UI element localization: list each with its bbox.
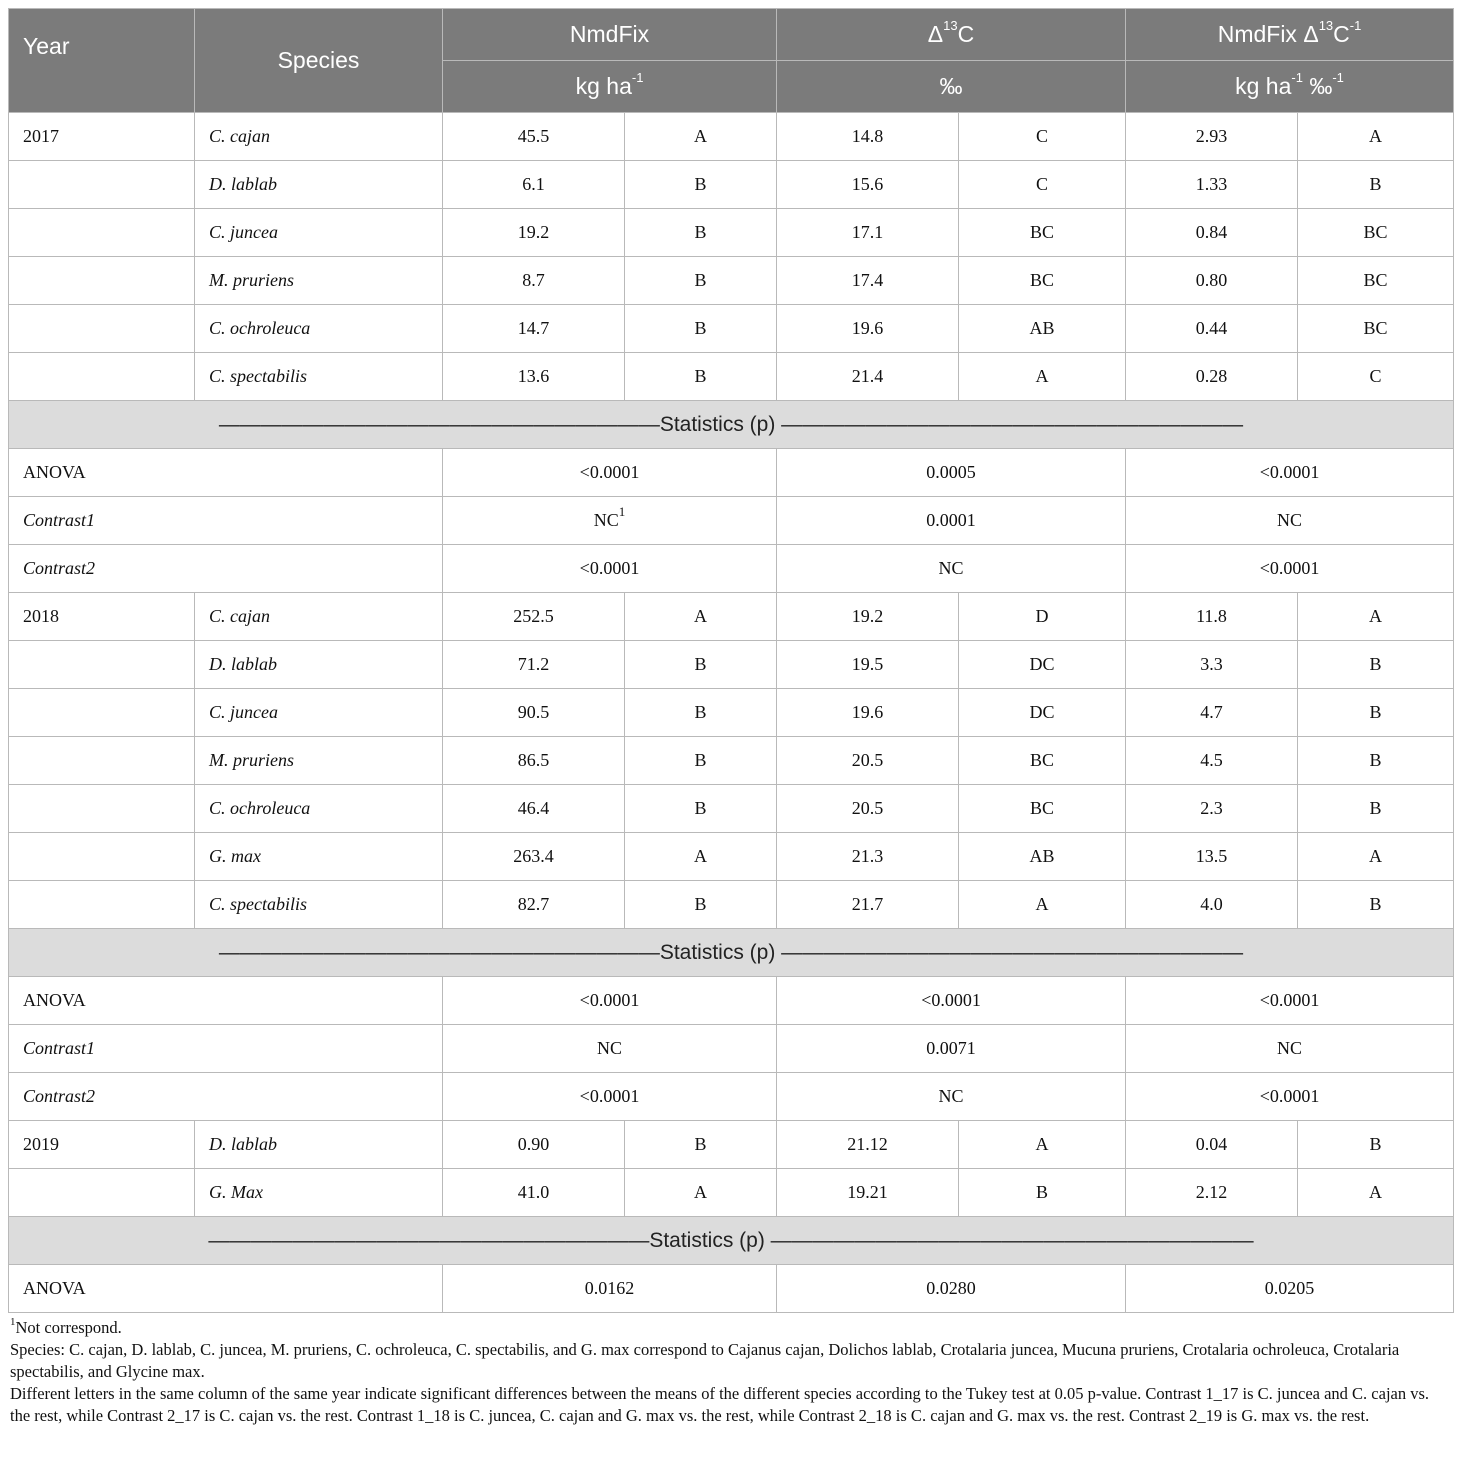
contrast1-ratio: NC [1126,497,1454,545]
contrast1-label: Contrast1 [9,497,443,545]
anova-nmdfix: 0.0162 [443,1265,777,1313]
contrast2-row [9,1073,1454,1121]
nmdfix-letter: B [625,353,777,401]
contrast1-delta13c: 0.0001 [777,497,1126,545]
nmdfix-value: 6.1 [443,161,625,209]
header-delta13c-unit: ‰ [777,61,1126,113]
table-row [9,593,1454,641]
table-row [9,881,1454,929]
ratio-letter: B [1298,785,1454,833]
table-body [9,113,1454,1313]
delta13c-letter: DC [959,689,1126,737]
delta13c-letter: D [959,593,1126,641]
header-delta13c: $\Delta^{13}C$ [777,9,1126,61]
ratio-letter: BC [1298,257,1454,305]
ratio-letter: B [1298,1121,1454,1169]
delta13c-value: 20.5 [777,737,959,785]
statistics-row [9,401,1454,449]
table-row [9,689,1454,737]
ratio-value: 0.84 [1126,209,1298,257]
nmdfix-letter: B [625,1121,777,1169]
delta13c-value: 14.8 [777,113,959,161]
contrast2-delta13c: NC [777,545,1126,593]
species-cell: G. Max [195,1169,443,1217]
nmdfix-letter: B [625,209,777,257]
ratio-value: 4.7 [1126,689,1298,737]
anova-label: ANOVA [9,977,443,1025]
ratio-value: 0.28 [1126,353,1298,401]
nmdfix-value: 41.0 [443,1169,625,1217]
footnote-1: $^1$Not correspond. [10,1315,122,1337]
delta13c-letter: AB [959,305,1126,353]
nmdfix-value: 71.2 [443,641,625,689]
delta13c-value: 19.6 [777,305,959,353]
species-cell: C. ochroleuca [195,785,443,833]
nmdfix-value: 19.2 [443,209,625,257]
table-row [9,305,1454,353]
contrast2-nmdfix: <0.0001 [443,1073,777,1121]
table-figure [8,8,1453,1427]
table-row [9,257,1454,305]
year-cell [9,881,195,929]
nmdfix-letter: B [625,785,777,833]
anova-ratio: 0.0205 [1126,1265,1454,1313]
ratio-value: 4.0 [1126,881,1298,929]
year-cell [9,689,195,737]
header-ratio: NmdFix $\Delta^{13}C^{-1}$ [1126,9,1454,61]
ratio-letter: B [1298,689,1454,737]
ratio-letter: A [1298,1169,1454,1217]
table-row [9,785,1454,833]
nmdfix-letter: B [625,737,777,785]
ratio-value: 3.3 [1126,641,1298,689]
delta13c-value: 19.21 [777,1169,959,1217]
ratio-value: 2.12 [1126,1169,1298,1217]
nmdfix-value: 45.5 [443,113,625,161]
year-cell [9,833,195,881]
table-row [9,353,1454,401]
contrast2-ratio: <0.0001 [1126,545,1454,593]
year-cell [9,209,195,257]
delta13c-value: 19.5 [777,641,959,689]
footnote-letters: Different letters in the same column of the same year indicate significant differences between the means of the different species according to the Tukey test at 0.05 p-value. Contrast 1_17 is C. juncea and C. cajan vs. the rest, while Contrast 2_17 is C. cajan vs. the rest. Contrast 1_18 is C. juncea, C. cajan and G. max vs. the rest, while Contrast 2_18 is C. cajan and G. max vs. the rest. Contrast 2_19 is G. max vs. the rest. [10,1384,1430,1425]
year-cell [9,305,195,353]
delta13c-letter: BC [959,209,1126,257]
results-table [8,8,1454,1313]
year-cell: 2018 [9,593,195,641]
nmdfix-value: 13.6 [443,353,625,401]
species-cell: D. lablab [195,161,443,209]
table-row [9,641,1454,689]
contrast2-ratio: <0.0001 [1126,1073,1454,1121]
nmdfix-value: 252.5 [443,593,625,641]
ratio-value: 4.5 [1126,737,1298,785]
contrast2-delta13c: NC [777,1073,1126,1121]
delta13c-value: 21.7 [777,881,959,929]
nmdfix-letter: B [625,161,777,209]
ratio-value: 0.80 [1126,257,1298,305]
ratio-letter: B [1298,641,1454,689]
ratio-value: 2.3 [1126,785,1298,833]
ratio-letter: C [1298,353,1454,401]
ratio-letter: B [1298,737,1454,785]
table-row [9,1169,1454,1217]
footnote-species: Species: C. cajan, D. lablab, C. juncea, M. pruriens, C. ochroleuca, C. spectabilis, and G. max correspond to Cajanus cajan, Dolichos lablab, Crotalaria juncea, Mucuna pruriens, Crotalaria ochroleuca, Crotalaria spectabilis, and Glycine max. [10,1340,1400,1381]
anova-row [9,449,1454,497]
table-footnotes [8,1317,1453,1427]
header-species: Species [195,9,443,113]
year-cell [9,257,195,305]
ratio-value: 0.04 [1126,1121,1298,1169]
nmdfix-letter: A [625,113,777,161]
delta13c-value: 21.4 [777,353,959,401]
nmdfix-value: 90.5 [443,689,625,737]
contrast2-nmdfix: <0.0001 [443,545,777,593]
delta13c-letter: B [959,1169,1126,1217]
ratio-value: 0.44 [1126,305,1298,353]
year-cell [9,737,195,785]
year-cell: 2019 [9,1121,195,1169]
anova-label: ANOVA [9,449,443,497]
delta13c-value: 19.6 [777,689,959,737]
contrast1-nmdfix: $NC^1$ [443,497,777,545]
delta13c-value: 17.4 [777,257,959,305]
nmdfix-value: 263.4 [443,833,625,881]
anova-row [9,1265,1454,1313]
species-cell: C. juncea [195,209,443,257]
nmdfix-value: 82.7 [443,881,625,929]
species-cell: C. ochroleuca [195,305,443,353]
year-cell [9,641,195,689]
delta13c-letter: AB [959,833,1126,881]
ratio-value: 1.33 [1126,161,1298,209]
contrast1-delta13c: 0.0071 [777,1025,1126,1073]
species-cell: C. cajan [195,113,443,161]
ratio-value: 13.5 [1126,833,1298,881]
delta13c-value: 20.5 [777,785,959,833]
table-row [9,113,1454,161]
ratio-letter: B [1298,881,1454,929]
nmdfix-value: 0.90 [443,1121,625,1169]
nmdfix-letter: B [625,257,777,305]
nmdfix-letter: B [625,641,777,689]
delta13c-letter: A [959,881,1126,929]
statistics-label: —————————————————————Statistics (p) ——————————————————————— [9,1217,1454,1265]
species-cell: C. spectabilis [195,881,443,929]
nmdfix-value: 86.5 [443,737,625,785]
species-cell: C. juncea [195,689,443,737]
anova-ratio: <0.0001 [1126,977,1454,1025]
ratio-letter: BC [1298,209,1454,257]
ratio-value: 11.8 [1126,593,1298,641]
anova-row [9,977,1454,1025]
table-row [9,1121,1454,1169]
statistics-label: —————————————————————Statistics (p) —————————————————————— [9,929,1454,977]
ratio-letter: B [1298,161,1454,209]
delta13c-value: 17.1 [777,209,959,257]
statistics-row [9,1217,1454,1265]
species-cell: D. lablab [195,1121,443,1169]
ratio-letter: A [1298,833,1454,881]
delta13c-letter: C [959,161,1126,209]
contrast1-row [9,497,1454,545]
delta13c-letter: BC [959,257,1126,305]
header-nmdfix-unit: kg $ha^{-1}$ [443,61,777,113]
species-cell: G. max [195,833,443,881]
delta13c-value: 15.6 [777,161,959,209]
delta13c-letter: A [959,353,1126,401]
anova-nmdfix: <0.0001 [443,977,777,1025]
anova-delta13c: 0.0280 [777,1265,1126,1313]
nmdfix-letter: B [625,305,777,353]
delta13c-letter: BC [959,785,1126,833]
contrast2-label: Contrast2 [9,545,443,593]
delta13c-value: 19.2 [777,593,959,641]
nmdfix-value: 46.4 [443,785,625,833]
nmdfix-letter: A [625,833,777,881]
ratio-value: 2.93 [1126,113,1298,161]
nmdfix-letter: B [625,881,777,929]
delta13c-letter: A [959,1121,1126,1169]
anova-delta13c: 0.0005 [777,449,1126,497]
nmdfix-letter: A [625,593,777,641]
species-cell: M. pruriens [195,737,443,785]
nmdfix-value: 14.7 [443,305,625,353]
nmdfix-value: 8.7 [443,257,625,305]
delta13c-letter: BC [959,737,1126,785]
year-cell [9,161,195,209]
delta13c-value: 21.12 [777,1121,959,1169]
statistics-row [9,929,1454,977]
header-year: Year [9,9,195,113]
contrast2-row [9,545,1454,593]
year-cell: 2017 [9,113,195,161]
year-cell [9,1169,195,1217]
contrast1-nmdfix: NC [443,1025,777,1073]
ratio-letter: A [1298,113,1454,161]
species-cell: M. pruriens [195,257,443,305]
species-cell: C. spectabilis [195,353,443,401]
species-cell: C. cajan [195,593,443,641]
header-nmdfix: NmdFix [443,9,777,61]
anova-nmdfix: <0.0001 [443,449,777,497]
header-row-1 [9,9,1454,61]
species-cell: D. lablab [195,641,443,689]
ratio-letter: BC [1298,305,1454,353]
nmdfix-letter: B [625,689,777,737]
nmdfix-letter: A [625,1169,777,1217]
statistics-label: —————————————————————Statistics (p) —————————————————————— [9,401,1454,449]
header-ratio-unit: kg $ha^{-1}$ ‰$^{-1}$ [1126,61,1454,113]
ratio-letter: A [1298,593,1454,641]
anova-ratio: <0.0001 [1126,449,1454,497]
table-row [9,161,1454,209]
anova-label: ANOVA [9,1265,443,1313]
delta13c-value: 21.3 [777,833,959,881]
table-row [9,833,1454,881]
year-cell [9,785,195,833]
year-cell [9,353,195,401]
anova-delta13c: <0.0001 [777,977,1126,1025]
table-row [9,737,1454,785]
contrast2-label: Contrast2 [9,1073,443,1121]
contrast1-row [9,1025,1454,1073]
contrast1-label: Contrast1 [9,1025,443,1073]
delta13c-letter: DC [959,641,1126,689]
contrast1-ratio: NC [1126,1025,1454,1073]
delta13c-letter: C [959,113,1126,161]
table-row [9,209,1454,257]
